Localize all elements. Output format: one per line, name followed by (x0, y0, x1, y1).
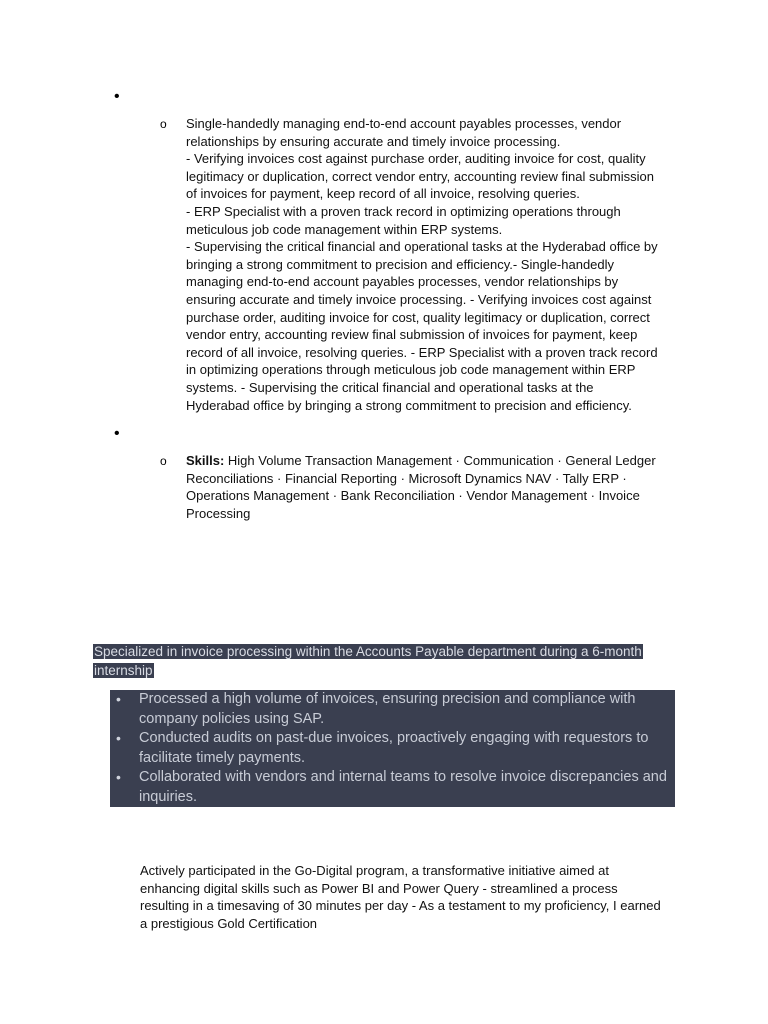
experience-paragraph: - Verifying invoices cost against purchase order, auditing invoice for cost, quality legitimacy or duplication, correct vendor entry, accounting review final submission of invoices for payment, keep record of all invoice, resolving queries. (186, 151, 654, 202)
go-digital-paragraph: Actively participated in the Go-Digital program, a transformative initiative aimed at enhancing digital skills such as Power BI and Power Query - streamlined a process resulting in a timesaving of 30 minutes per day - As a testament to my proficiency, I earned a prestigious Gold Certification (140, 863, 661, 931)
skills-label: Skills: (186, 453, 225, 468)
list-item (110, 690, 675, 729)
list-item (110, 768, 675, 807)
skills-sub-item (160, 452, 660, 522)
experience-paragraph: - Supervising the critical financial and operational tasks at the Hyderabad office by bringing a strong commitment to precision and efficiency.- Single-handedly managing end-to-end account payables processes, vendor relationships by ensuring accurate and timely invoice processing. - Verifying invoices cost against purchase order, auditing invoice for cost, quality legitimacy or duplication, correct vendor entry, accounting review final submission of invoices for payment, keep record of all invoice, resolving queries. - ERP Specialist with a proven track record in optimizing operations through meticulous job code management within ERP systems. - Supervising the critical financial and operational tasks at the Hyderabad office by bringing a strong commitment to precision and efficiency. (186, 239, 658, 413)
experience-paragraph: - ERP Specialist with a proven track record in optimizing operations through meticulous job code management within ERP systems. (186, 203, 621, 237)
list-bullet: • (116, 730, 121, 746)
list-item (110, 729, 675, 768)
list-item-text: Collaborated with vendors and internal teams to resolve invoice discrepancies and inquiries. (139, 769, 667, 805)
list-bullet: • (116, 691, 121, 707)
experience-sub-item (160, 115, 660, 414)
internship-list (110, 690, 675, 807)
experience-paragraph: Single-handedly managing end-to-end account payables processes, vendor relationships by ensuring accurate and timely invoice processing. (186, 116, 622, 149)
sub-bullet-marker: o (160, 454, 167, 468)
experience-description (186, 115, 660, 414)
list-bullet: • (116, 769, 121, 785)
skills-text (186, 452, 660, 522)
list-item-text: Conducted audits on past-due invoices, proactively engaging with requestors to facilitate timely payments. (139, 730, 649, 766)
internship-highlights-box (110, 690, 675, 807)
internship-heading (93, 642, 673, 680)
list-bullet: • (114, 425, 120, 442)
list-item-text: Processed a high volume of invoices, ensuring precision and compliance with company policies using SAP. (139, 691, 636, 727)
skills-list: High Volume Transaction Management · Communication · General Ledger Reconciliations · Financial Reporting · Microsoft Dynamics NAV · Tally ERP · Operations Management · Bank Reconciliation · Vendor Management · Invoice Processing (186, 453, 656, 521)
list-bullet: • (114, 88, 120, 105)
internship-heading-text: Specialized in invoice processing within the Accounts Payable department during a 6-month internship (94, 644, 642, 678)
sub-bullet-marker: o (160, 117, 167, 131)
